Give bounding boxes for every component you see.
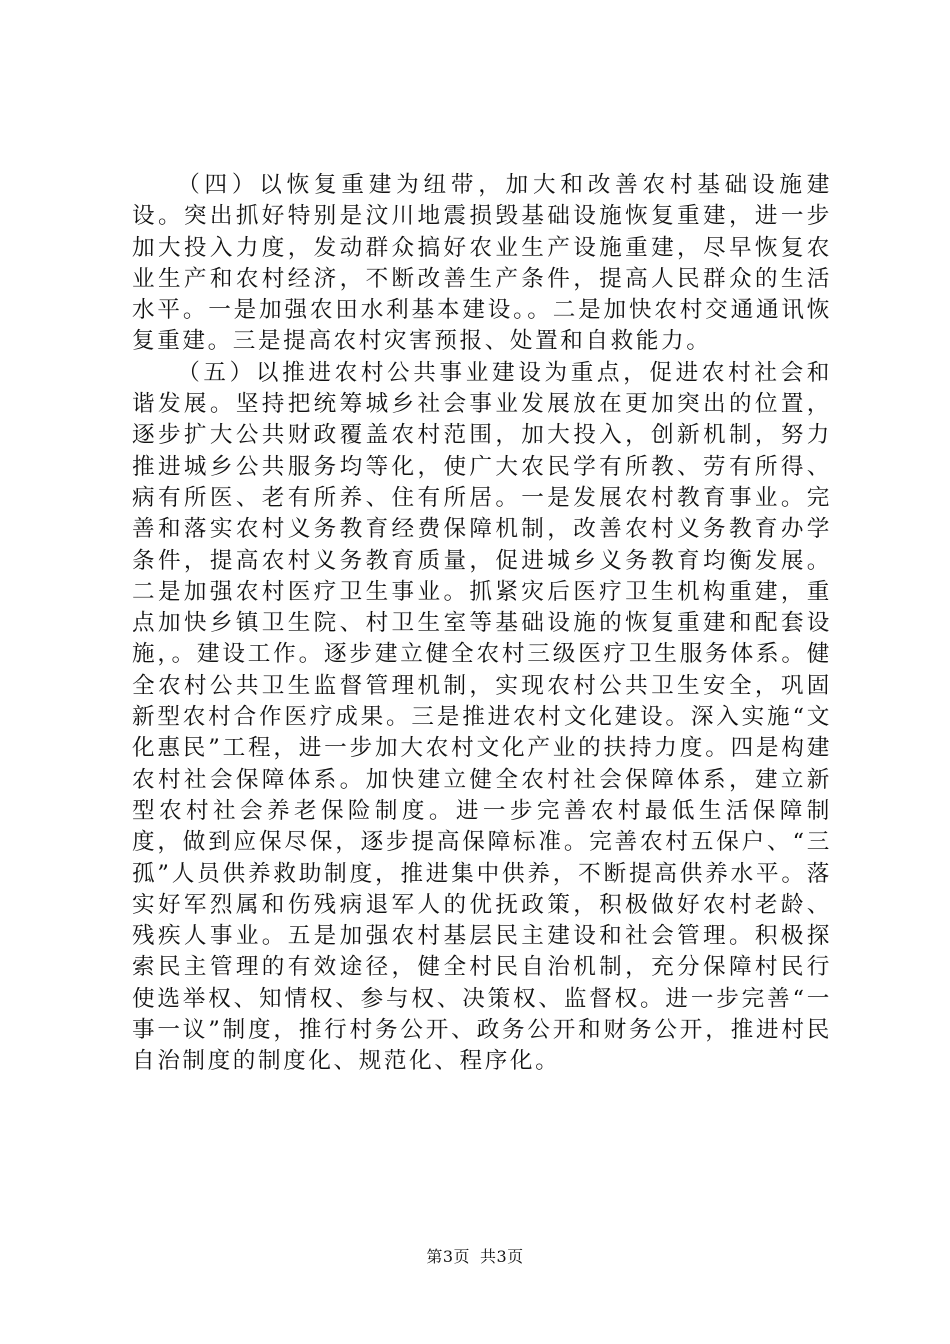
page-total: 共3页: [480, 1247, 524, 1266]
page-footer: [0, 1244, 950, 1267]
paragraph-section-4: （四）以恢复重建为纽带，加大和改善农村基础设施建设。突出抓好特别是汶川地震损毁基础设施恢复重建，进一步加大投入力度，发动群众搞好农业生产设施重建，尽早恢复农业生产和农村经济，不断改善生产条件，提高人民群众的生活水平。一是加强农田水利基本建设。。二是加快农村交通通讯恢复重建。三是提高农村灾害预报、处置和自救能力。: [132, 172, 832, 355]
page-number: 第3页: [426, 1247, 470, 1266]
paragraph-section-5: （五）以推进农村公共事业建设为重点，促进农村社会和谐发展。坚持把统筹城乡社会事业发展放在更加突出的位置，逐步扩大公共财政覆盖农村范围，加大投入，创新机制，努力推进城乡公共服务均等化，使广大农民学有所教、劳有所得、病有所医、老有所养、住有所居。一是发展农村教育事业。完善和落实农村义务教育经费保障机制，改善农村义务教育办学条件，提高农村义务教育质量，促进城乡义务教育均衡发展。二是加强农村医疗卫生事业。抓紧灾后医疗卫生机构重建，重点加快乡镇卫生院、村卫生室等基础设施的恢复重建和配套设施，。建设工作。逐步建立健全农村三级医疗卫生服务体系。健全农村公共卫生监督管理机制，实现农村公共卫生安全，巩固新型农村合作医疗成果。三是推进农村文化建设。深入实施“文化惠民”工程，进一步加大农村文化产业的扶持力度。四是构建农村社会保障体系。加快建立健全农村社会保障体系，建立新型农村社会养老保险制度。进一步完善农村最低生活保障制度，做到应保尽保，逐步提高保障标准。完善农村五保户、“三孤”人员供养救助制度，推进集中供养，不断提高供养水平。落实好军烈属和伤残病退军人的优抚政策，积极做好农村老龄、残疾人事业。五是加强农村基层民主建设和社会管理。积极探索民主管理的有效途径，健全村民自治机制，充分保障村民行使选举权、知情权、参与权、决策权、监督权。进一步完善“一事一议”制度，推行村务公开、政务公开和财务公开，推进村民自治制度的制度化、规范化、程序化。: [132, 359, 832, 1075]
document-body: [132, 170, 832, 1078]
